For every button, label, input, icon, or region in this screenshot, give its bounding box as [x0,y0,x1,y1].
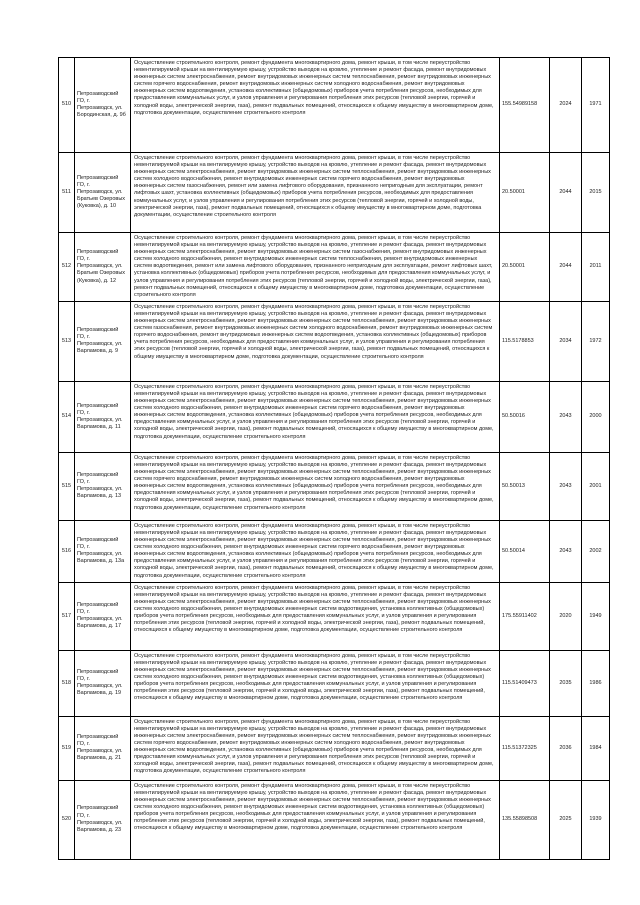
work-list-cell: Осуществление строительного контроля, ремонт фундамента многоквартирного дома, ремонт крыши, в том числе переустройство невентилируемой крыши на вентилируемую крышу, устройство выходов на кровлю, утепление и ремонт фасада, ремонт внутридомовых инженерных систем электроснабжения, ремонт внутридомовых инженерных систем теплоснабжения, ремонт внутридомовых инженерных систем холодного водоснабжения, ремонт внутридомовых инженерных систем горячего водоснабжения, ремонт внутридомовых инженерных систем водоотведения, установка коллективных (общедомовых) приборов учета потребления ресурсов, необходимых для предоставления коммунальных услуг, и узлов управления и регулирования потребления этих ресурсов (тепловой энергии, горячей и холодной воды, электрической энергии, газа), ремонт подвальных помещений, относящихся к общему имуществу в многоквартирном доме, подготовка документации, осуществление строительного контроля [131,520,500,582]
row-number-cell: 512 [59,233,75,302]
table-row [59,780,610,859]
build-year-cell: 1939 [582,780,610,859]
row-number-cell: 513 [59,301,75,381]
build-year-cell: 1972 [582,301,610,381]
table-row [59,58,610,153]
address-cell: Петрозаводский ГО, г. Петрозаводск, ул. Варламова, д. 17 [75,582,131,650]
work-list-cell: Осуществление строительного контроля, ремонт фундамента многоквартирного дома, ремонт крыши, в том числе переустройство невентилируемой крыши на вентилируемую крышу, устройство выходов на кровлю, утепление и ремонт фасада, ремонт внутридомовых инженерных систем электроснабжения, ремонт внутридомовых инженерных систем теплоснабжения, ремонт внутридомовых инженерных систем холодного водоснабжения, ремонт внутридомовых инженерных систем водоотведения, установка коллективных (общедомовых) приборов учета потребления ресурсов, необходимых для предоставления коммунальных услуг, и узлов управления и регулирования потребления этих ресурсов (тепловой энергии, горячей и холодной воды, электрической энергии, газа), ремонт подвальных помещений, относящихся к общему имуществу в многоквартирном доме, подготовка документации, осуществление строительного контроля [131,650,500,716]
row-number-cell: 516 [59,520,75,582]
work-list-cell: Осуществление строительного контроля, ремонт фундамента многоквартирного дома, ремонт крыши, в том числе переустройство невентилируемой крыши на вентилируемую крышу, устройство выходов на кровлю, утепление и ремонт фасада, ремонт внутридомовых инженерных систем электроснабжения, ремонт внутридомовых инженерных систем теплоснабжения, ремонт внутридомовых инженерных систем горячего водоснабжения, ремонт внутридомовых инженерных систем холодного водоснабжения, ремонт внутридомовых инженерных систем водоотведения, установка коллективных (общедомовых) приборов учета потребления ресурсов, необходимых для предоставления коммунальных услуг, и узлов управления и регулирования потребления этих ресурсов (тепловой энергии, горячей и холодной воды, электрической энергии, газа), ремонт подвальных помещений, относящихся к общему имуществу в многоквартирном доме, подготовка документации, осуществление строительного контроля [131,58,500,153]
address-cell: Петрозаводский ГО, г. Петрозаводск, ул. Варламова, д. 11 [75,381,131,452]
planned-year-cell: 2043 [550,381,582,452]
table-row [59,452,610,520]
address-cell: Петрозаводский ГО, г. Петрозаводск, ул. Варламова, д. 9 [75,301,131,381]
planned-year-cell: 2044 [550,233,582,302]
row-number-cell: 517 [59,582,75,650]
work-list-cell: Осуществление строительного контроля, ремонт фундамента многоквартирного дома, ремонт крыши, в том числе переустройство невентилируемой крыши на вентилируемую крышу, устройство выходов на кровлю, утепление и ремонт фасада, ремонт внутридомовых инженерных систем электроснабжения, ремонт внутридомовых инженерных систем теплоснабжения, ремонт внутридомовых инженерных систем газоснабжения, ремонт внутридомовых инженерных систем холодного водоснабжения, ремонт внутридомовых инженерных систем горячего водоснабжения, ремонт внутридомовых инженерных систем водоотведения, установка коллективных (общедомовых) приборов учета потребления ресурсов, необходимых для предоставления коммунальных услуг, и узлов управления и регулирования потребления этих ресурсов (тепловой энергии, горячей и холодной воды, электрической энергии, газа), ремонт подвальных помещений, относящихся к общему имуществу в многоквартирном доме, подготовка документации, осуществление строительного контроля [131,301,500,381]
value-cell: 50.50016 [500,381,550,452]
address-cell: Петрозаводский ГО, г. Петрозаводск, ул. Варламова, д. 21 [75,716,131,780]
address-cell: Петрозаводский ГО, г. Петрозаводск, ул. Бородинская, д. 9б [75,58,131,153]
row-number-cell: 511 [59,153,75,233]
build-year-cell: 1984 [582,716,610,780]
value-cell: 115.51409473 [500,650,550,716]
work-list-cell: Осуществление строительного контроля, ремонт фундамента многоквартирного дома, ремонт крыши, в том числе переустройство невентилируемой крыши на вентилируемую крышу, устройство выходов на кровлю, утепление и ремонт фасада, ремонт внутридомовых инженерных систем электроснабжения, ремонт внутридомовых инженерных систем теплоснабжения, ремонт внутридомовых инженерных систем горячего водоснабжения, ремонт внутридомовых инженерных систем холодного водоснабжения, ремонт внутридомовых инженерных систем водоотведения, установка коллективных (общедомовых) приборов учета потребления ресурсов, необходимых для предоставления коммунальных услуг, и узлов управления и регулирования потребления этих ресурсов (тепловой энергии, горячей и холодной воды, электрической энергии, газа), ремонт подвальных помещений, относящихся к общему имуществу в многоквартирном доме, подготовка документации, осуществление строительного контроля [131,452,500,520]
build-year-cell: 2002 [582,520,610,582]
work-list-cell: Осуществление строительного контроля, ремонт фундамента многоквартирного дома, ремонт крыши, в том числе переустройство невентилируемой крыши на вентилируемую крышу, устройство выходов на кровлю, утепление и ремонт фасада, ремонт внутридомовых инженерных систем электроснабжения, ремонт внутридомовых инженерных систем газоснабжения, ремонт внутридомовых инженерных систем холодного водоснабжения, ремонт внутридомовых инженерных систем теплоснабжения, ремонт внутридомовых инженерных систем водоотведения, ремонт или замена лифтового оборудования, признанного непригодным для эксплуатации, ремонт лифтовых шахт, установка коллективных (общедомовых) приборов учета потребления ресурсов, необходимых для предоставления коммунальных услуг, и узлов управления и регулирования потребления этих ресурсов (тепловой энергии, горячей и холодной воды, электрической энергии, газа), ремонт подвальных помещений, относящихся к общему имуществу в многоквартирном доме, подготовка документации, осуществление строительного контроля [131,233,500,302]
build-year-cell: 2000 [582,381,610,452]
table-row [59,381,610,452]
planned-year-cell: 2034 [550,301,582,381]
value-cell: 115.51372325 [500,716,550,780]
value-cell: 115.5178853 [500,301,550,381]
value-cell: 20.50001 [500,233,550,302]
table-row [59,301,610,381]
address-cell: Петрозаводский ГО, г. Петрозаводск, ул. Варламова, д. 13а [75,520,131,582]
build-year-cell: 1986 [582,650,610,716]
value-cell: 175.55911402 [500,582,550,650]
row-number-cell: 519 [59,716,75,780]
build-year-cell: 1971 [582,58,610,153]
value-cell: 50.50014 [500,520,550,582]
value-cell: 155.54989158 [500,58,550,153]
planned-year-cell: 2036 [550,716,582,780]
table-row [59,233,610,302]
work-list-cell: Осуществление строительного контроля, ремонт фундамента многоквартирного дома, ремонт крыши, в том числе переустройство невентилируемой крыши на вентилируемую крышу, устройство выходов на кровлю, утепление и ремонт фасада, ремонт внутридомовых инженерных систем электроснабжения, ремонт внутридомовых инженерных систем теплоснабжения, ремонт внутридомовых инженерных систем холодного водоснабжения, ремонт внутридомовых инженерных систем водоотведения, установка коллективных (общедомовых) приборов учета потребления ресурсов, необходимых для предоставления коммунальных услуг, и узлов управления и регулирования потребления этих ресурсов (тепловой энергии, горячей и холодной воды, электрической энергии, газа), ремонт подвальных помещений, относящихся к общему имуществу в многоквартирном доме, подготовка документации, осуществление строительного контроля [131,582,500,650]
address-cell: Петрозаводский ГО, г. Петрозаводск, ул. Братьев Озеровых (Куковка), д. 10 [75,153,131,233]
document-page [58,57,609,860]
build-year-cell: 2015 [582,153,610,233]
build-year-cell: 2001 [582,452,610,520]
value-cell: 135.55898508 [500,780,550,859]
table-row [59,153,610,233]
planned-year-cell: 2020 [550,582,582,650]
work-list-cell: Осуществление строительного контроля, ремонт фундамента многоквартирного дома, ремонт крыши, в том числе переустройство невентилируемой крыши на вентилируемую крышу, устройство выходов на кровлю, утепление и ремонт фасада, ремонт внутридомовых инженерных систем электроснабжения, ремонт внутридомовых инженерных систем теплоснабжения, ремонт внутридомовых инженерных систем горячего водоснабжения, ремонт внутридомовых инженерных систем холодного водоснабжения, ремонт внутридомовых инженерных систем водоотведения, установка коллективных (общедомовых) приборов учета потребления ресурсов, необходимых для предоставления коммунальных услуг, и узлов управления и регулирования потребления этих ресурсов (тепловой энергии, горячей и холодной воды, электрической энергии, газа), ремонт подвальных помещений, относящихся к общему имуществу в многоквартирном доме, подготовка документации, осуществление строительного контроля [131,716,500,780]
row-number-cell: 518 [59,650,75,716]
table-row [59,716,610,780]
table-row [59,520,610,582]
planned-year-cell: 2025 [550,780,582,859]
planned-year-cell: 2024 [550,58,582,153]
row-number-cell: 514 [59,381,75,452]
row-number-cell: 520 [59,780,75,859]
work-list-cell: Осуществление строительного контроля, ремонт фундамента многоквартирного дома, ремонт крыши, в том числе переустройство невентилируемой крыши на вентилируемую крышу, устройство выходов на кровлю, утепление и ремонт фасада, ремонт внутридомовых инженерных систем электроснабжения, ремонт внутридомовых инженерных систем теплоснабжения, ремонт внутридомовых инженерных систем холодного водоснабжения, ремонт внутридомовых инженерных систем горячего водоснабжения, ремонт внутридомовых инженерных систем водоотведения, установка коллективных (общедомовых) приборов учета потребления ресурсов, необходимых для предоставления коммунальных услуг, и узлов управления и регулирования потребления этих ресурсов (тепловой энергии, горячей и холодной воды, электрической энергии, газа), ремонт подвальных помещений, относящихся к общему имуществу в многоквартирном доме, подготовка документации, осуществление строительного контроля [131,381,500,452]
row-number-cell: 515 [59,452,75,520]
planned-year-cell: 2035 [550,650,582,716]
row-number-cell: 510 [59,58,75,153]
value-cell: 50.50013 [500,452,550,520]
work-list-cell: Осуществление строительного контроля, ремонт фундамента многоквартирного дома, ремонт крыши, в том числе переустройство невентилируемой крыши на вентилируемую крышу, устройство выходов на кровлю, утепление и ремонт фасада, ремонт внутридомовых инженерных систем электроснабжения, ремонт внутридомовых инженерных систем теплоснабжения, ремонт внутридомовых инженерных систем холодного водоснабжения, ремонт внутридомовых инженерных систем горячего водоснабжения, ремонт внутридомовых инженерных систем газоснабжения, ремонт или замена лифтового оборудования, признанного непригодным для эксплуатации, ремонт лифтовых шахт, установка коллективных (общедомовых) приборов учета потребления ресурсов, необходимых для предоставления коммунальных услуг, и узлов управления и регулирования потребления этих ресурсов (тепловой энергии, горячей и холодной воды, электрической энергии, газа), ремонт подвальных помещений, относящихся к общему имуществу в многоквартирном доме, подготовка документации, осуществление строительного контроля [131,153,500,233]
address-cell: Петрозаводский ГО, г. Петрозаводск, ул. Варламова, д. 19 [75,650,131,716]
table-row [59,582,610,650]
planned-year-cell: 2043 [550,520,582,582]
table-row [59,650,610,716]
capital-repair-table [58,57,610,860]
planned-year-cell: 2044 [550,153,582,233]
work-list-cell: Осуществление строительного контроля, ремонт фундамента многоквартирного дома, ремонт крыши, в том числе переустройство невентилируемой крыши на вентилируемую крышу, устройство выходов на кровлю, утепление и ремонт фасада, ремонт внутридомовых инженерных систем электроснабжения, ремонт внутридомовых инженерных систем теплоснабжения, ремонт внутридомовых инженерных систем холодного водоснабжения, ремонт внутридомовых инженерных систем водоотведения, установка коллективных (общедомовых) приборов учета потребления ресурсов, необходимых для предоставления коммунальных услуг, и узлов управления и регулирования потребления этих ресурсов (тепловой энергии, горячей и холодной воды, электрической энергии, газа), ремонт подвальных помещений, относящихся к общему имуществу в многоквартирном доме, подготовка документации, осуществление строительного контроля [131,780,500,859]
address-cell: Петрозаводский ГО, г. Петрозаводск, ул. Братьев Озеровых (Куковка), д. 12 [75,233,131,302]
value-cell: 20.50001 [500,153,550,233]
address-cell: Петрозаводский ГО, г. Петрозаводск, ул. Варламова, д. 13 [75,452,131,520]
address-cell: Петрозаводский ГО, г. Петрозаводск, ул. Варламова, д. 23 [75,780,131,859]
planned-year-cell: 2043 [550,452,582,520]
build-year-cell: 2011 [582,233,610,302]
build-year-cell: 1949 [582,582,610,650]
table-body [59,58,610,860]
